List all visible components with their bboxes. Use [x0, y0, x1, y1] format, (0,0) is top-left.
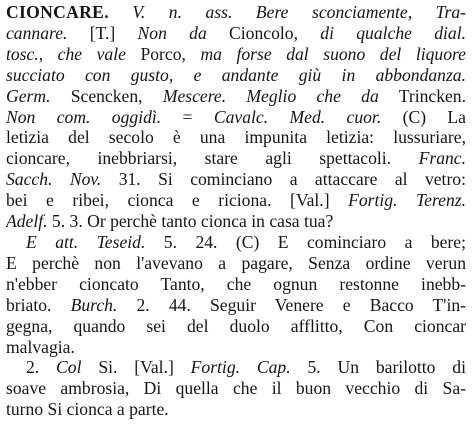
entry-line-6: Non com. oggidì. = Cavalc. Med. cuor. (C) La — [6, 106, 466, 127]
entry-line-10: bei e ribei, cionca e riciona. [Val.] Fortig. Terenz. — [6, 190, 466, 211]
transitive-line-3: n'ebber cioncato Tanto, che ognun restonne inebb- — [6, 273, 466, 294]
headword: CIONCARE. — [6, 2, 109, 22]
entry-line-5: Germ. Scencken, Mescere. Meglio che da Trincken. — [6, 85, 466, 106]
entry-line-7: letizia del secolo è una impunita letizia: lussuriare, — [6, 127, 466, 148]
definition-text-2: Tra- — [435, 2, 466, 22]
transitive-line-2: E perchè non l'avevano a pagare, Senza ordine verun — [6, 252, 466, 273]
sense-2-line-3: turno Si cionca a parte. — [6, 399, 169, 420]
grammar-abbrev: V. n. ass. — [132, 2, 233, 22]
entry-line-9: Sacch. Nov. 31. Si cominciano a attaccare al vetro: — [6, 169, 466, 190]
entry-line-1: CIONCARE. V. n. ass. Bere sconciamente, Tra- — [6, 2, 466, 22]
entry-line-3: tosc., che vale Porco, ma forse dal suono del liquore — [6, 43, 466, 64]
sense-2-line-2: soave ambrosia, Di quella che il buon vecchio di Sa- — [6, 378, 466, 399]
entry-line-8: cioncare, inebbriarsi, stare agli spettacoli. Franc. — [6, 148, 466, 169]
dictionary-entry-cioncare — [6, 2, 466, 420]
transitive-line-4: briato. Burch. 2. 44. Seguir Venere e Bacco T'in- — [6, 294, 466, 315]
entry-line-11: Adelf. 5. 3. Or perchè tanto cionca in casa tua? — [6, 211, 334, 232]
entry-line-2: cannare. [T.] Non da Cioncolo, di qualche dial. — [6, 22, 466, 43]
sense-2-line-1: 2. Col Si. [Val.] Fortig. Cap. 5. Un barilotto di — [26, 357, 466, 378]
entry-line-4: succiato con gusto, e andante giù in abbondanza. — [6, 64, 466, 85]
transitive-line-6: malvagia. — [6, 336, 75, 357]
transitive-line-1: E att. Teseid. 5. 24. (C) E cominciaro a bere; — [26, 231, 466, 252]
transitive-line-5: gegna, quando sei del duolo afflitto, Con cioncar — [6, 315, 466, 336]
definition-text: Bere sconciamente — [255, 2, 408, 22]
